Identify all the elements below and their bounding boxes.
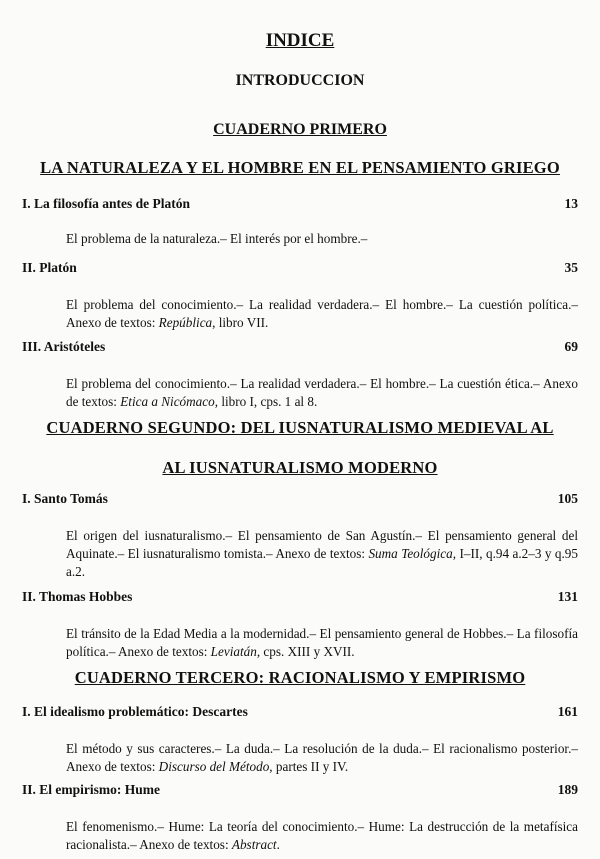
toc-entry-summary [66,230,578,248]
cuaderno1-title: CUADERNO PRIMERO [213,121,387,138]
toc-entry-summary [66,625,578,661]
toc-entry-heading-row [22,491,578,507]
toc-entry [22,704,578,776]
toc-entry-title: II. Platón [22,260,77,275]
toc-entry-summary [66,740,578,776]
toc-entry [22,339,578,411]
toc-entry-title: I. Santo Tomás [22,491,108,506]
toc-entry [22,782,578,854]
toc-entry-page: 35 [564,260,578,275]
toc-entry [22,589,578,661]
summary-text: , partes II y IV. [269,759,349,774]
summary-work-title: Discurso del Método [158,759,270,774]
toc-entry-page: 161 [557,704,578,719]
summary-work-title: Leviatán [210,644,257,659]
toc-entry-page: 13 [564,196,578,211]
summary-text: El fenomenismo.– Hume: La teoría del conocimiento.– Hume: La destrucción de la metafísica racionalista.– Anexo de textos: [66,819,578,852]
toc-entry [22,196,578,248]
toc-entry-summary [66,375,578,411]
summary-text: . [276,837,280,852]
toc-entry-heading-row [22,260,578,276]
summary-text: El problema del conocimiento.– La realidad verdadera.– El hombre.– La cuestión ética.– Anexo de textos: [66,376,578,409]
toc-entry-heading-row [22,589,578,605]
summary-work-title: República [158,315,213,330]
toc-entry-title: II. El empirismo: Hume [22,782,160,797]
cuaderno3-title: CUADERNO TERCERO: RACIONALISMO Y EMPIRISMO [74,668,526,687]
toc-entry-heading-row [22,704,578,720]
summary-text: , libro VII. [212,315,269,330]
summary-work-title: Etica a Nicómaco [120,394,215,409]
toc-entry-title: I. La filosofía antes de Platón [22,196,191,211]
summary-text: , libro I, cps. 1 al 8. [214,394,318,409]
toc-entry-page: 69 [564,339,578,354]
summary-work-title: Abstract [231,837,277,852]
summary-text: El origen del iusnaturalismo.– El pensamiento de San Agustín.– El pensamiento general del Aquinate.– El iusnaturalismo tomista.– Anexo de textos: [66,528,578,561]
toc-entry-title: II. Thomas Hobbes [22,589,133,604]
summary-text: , cps. XIII y XVII. [256,644,355,659]
cuaderno1-subtitle: LA NATURALEZA Y EL HOMBRE EN EL PENSAMIENTO GRIEGO [40,158,560,177]
toc-entry-heading-row [22,782,578,798]
toc-entry-summary [66,818,578,854]
summary-text: El tránsito de la Edad Media a la modernidad.– El pensamiento general de Hobbes.– La filosofía política.– Anexo de textos: [66,626,578,659]
toc-entry [22,491,578,581]
cuaderno2-title-line1: CUADERNO SEGUNDO: DEL IUSNATURALISMO MEDIEVAL AL [46,418,554,437]
toc-entry-summary [66,527,578,581]
page-title: INDICE [265,30,335,51]
summary-text: El problema de la naturaleza.– El interés por el hombre.– [66,231,368,246]
toc-entry-summary [66,296,578,332]
toc-entry-page: 189 [557,782,578,797]
toc-entry-title: III. Aristóteles [22,339,106,354]
introduction-heading: INTRODUCCION [235,72,365,89]
summary-text: El método y sus caracteres.– La duda.– La resolución de la duda.– El racionalismo posterior.– Anexo de textos: [66,741,578,774]
toc-entry-page: 131 [557,589,578,604]
cuaderno2-title-line2: AL IUSNATURALISMO MODERNO [162,458,438,477]
toc-entry-page: 105 [557,491,578,506]
toc-entry-heading-row [22,339,578,355]
summary-text: , I–II, q.94 a.2–3 y q.95 a.2. [66,546,578,579]
summary-work-title: Suma Teológica [368,546,453,561]
summary-text: El problema del conocimiento.– La realidad verdadera.– El hombre.– La cuestión política.– Anexo de textos: [66,297,578,330]
toc-entry-heading-row [22,196,578,212]
toc-entry-title: I. El idealismo problemático: Descartes [22,704,248,719]
toc-entry [22,260,578,332]
